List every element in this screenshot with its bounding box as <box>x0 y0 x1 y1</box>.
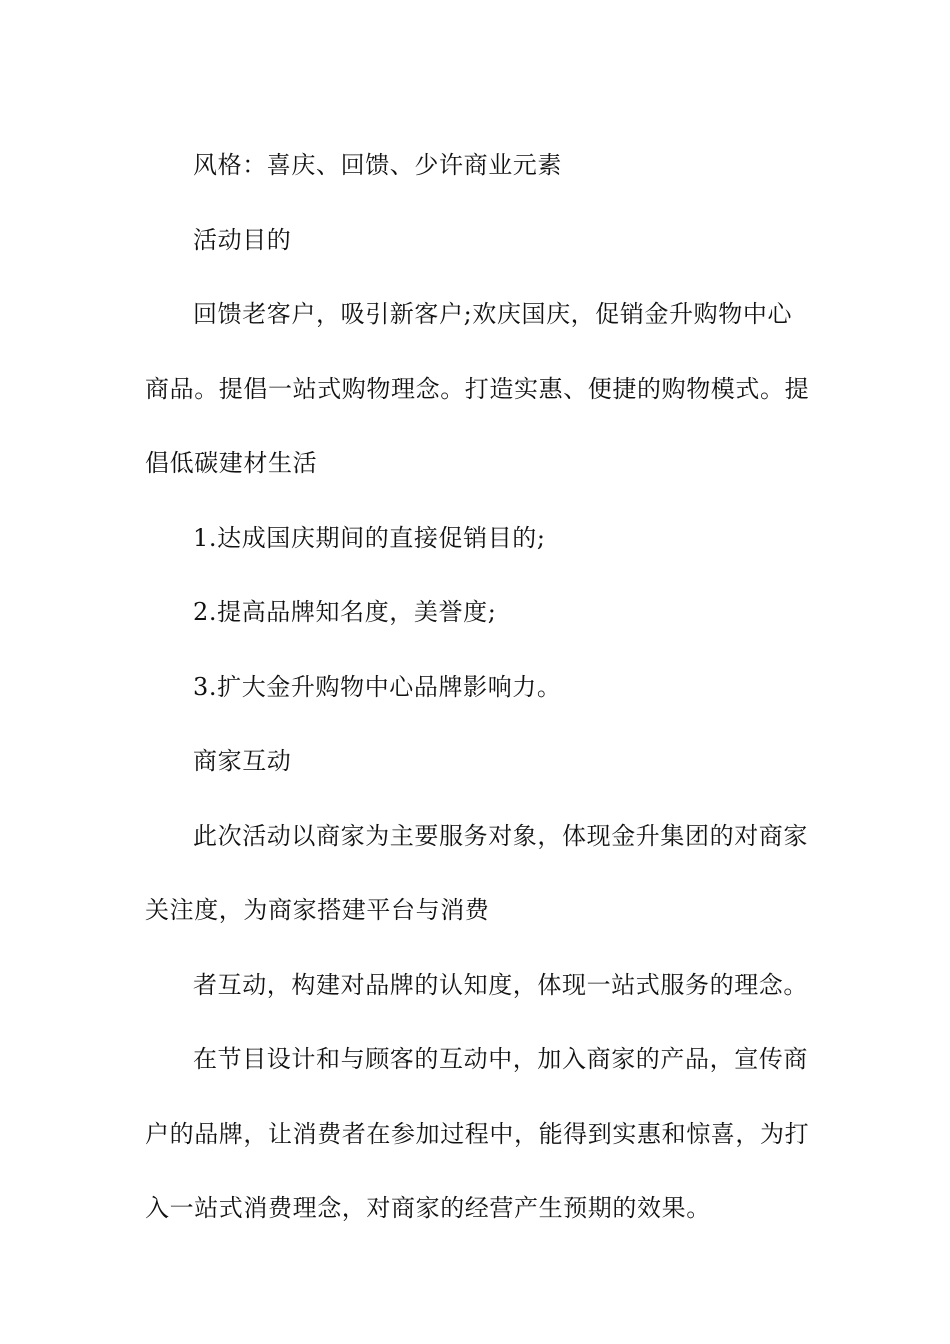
purpose-paragraph: 回馈老客户，吸引新客户;欢庆国庆，促销金升购物中心商品。提倡一站式购物理念。打造实惠、便捷的购物模式。提倡低碳建材生活 <box>145 300 810 477</box>
merchant-paragraph-1: 此次活动以商家为主要服务对象，体现金升集团的对商家关注度，为商家搭建平台与消费 <box>145 821 808 924</box>
section-heading-merchant-interaction: 商家互动 <box>193 747 292 775</box>
section-heading-purpose: 活动目的 <box>193 225 292 254</box>
goal-item-3: 3.扩大金升购物中心品牌影响力。 <box>193 672 562 701</box>
merchant-paragraph-2: 者互动，构建对品牌的认知度，体现一站式服务的理念。 <box>193 970 808 999</box>
style-paragraph: 风格：喜庆、回馈、少许商业元素 <box>193 151 562 179</box>
goal-item-2: 2.提高品牌知名度，美誉度; <box>193 598 497 626</box>
merchant-paragraph-3: 在节目设计和与顾客的互动中，加入商家的产品，宣传商户的品牌，让消费者在参加过程中，能得到实惠和惊喜，为打入一站式消费理念，对商家的经营产生预期的效果。 <box>145 1045 810 1222</box>
document-body <box>145 128 810 1246</box>
goal-item-1: 1.达成国庆期间的直接促销目的; <box>193 523 546 552</box>
